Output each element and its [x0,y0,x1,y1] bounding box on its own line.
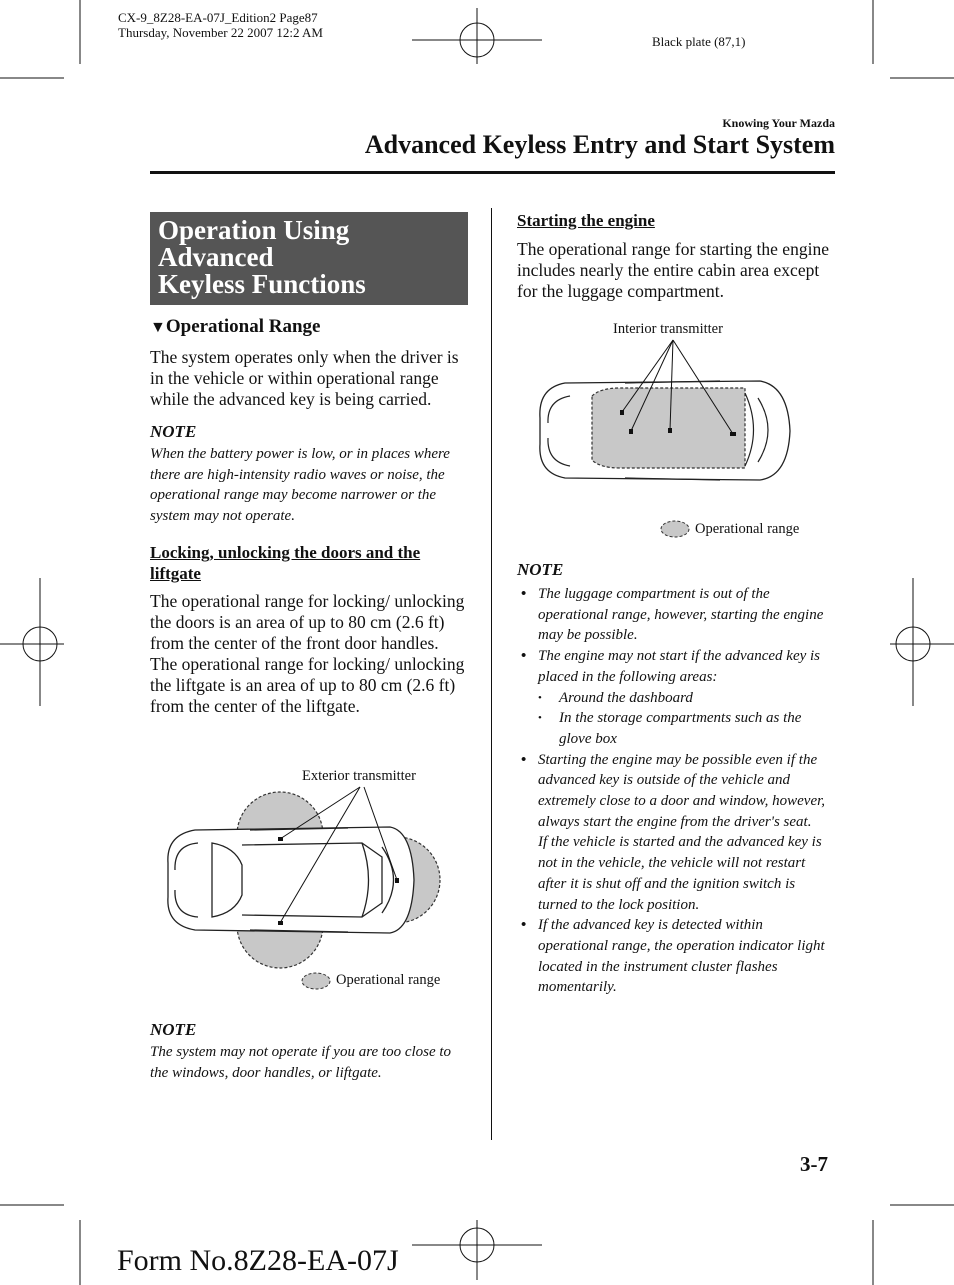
subheading [150,316,468,338]
note-bullets [517,584,835,998]
title-rule [150,171,835,174]
column-divider [491,208,492,1140]
section-heading-line2: Keyless Functions [158,269,366,299]
figure-label-exterior: Exterior transmitter [302,768,416,784]
print-info [118,10,323,40]
section-heading-line1: Operation Using Advanced [158,215,350,272]
figure-legend-left: Operational range [336,972,441,988]
section-heading [150,212,468,305]
interior-range-figure [530,338,830,543]
note-text: When the battery power is low, or in places where there are high-intensity radio waves or noise, the operational range may become narrower or the system may not operate. [150,446,450,525]
note-bullet-2-text: The engine may not start if the advanced key is placed in the following areas: [538,648,821,685]
note-bullet-3-part-b: If the vehicle is started and the advanced key is not in the vehicle, the vehicle will not restart after it is shut off and the ignition switch is turned to the lock position. [538,834,822,913]
right-note [517,548,835,998]
print-info-line2: Thursday, November 22 2007 12:2 AM [118,25,323,40]
locking-paragraph-2: The operational range for locking/ unlocking the liftgate is an area of up to 80 cm (2.6 ft) from the center of the liftgate. [150,653,465,716]
note-heading: NOTE [150,1020,197,1039]
figure-label-interior: Interior transmitter [613,321,723,337]
car-top-view [168,827,414,933]
figure-legend-right: Operational range [695,521,800,537]
form-number: Form No.8Z28-EA-07J [117,1244,399,1277]
legend-swatch [661,521,689,537]
note-text: The system may not operate if you are too close to the windows, door handles, or liftgate. [150,1044,452,1081]
left-column [150,212,468,717]
legend-swatch [302,973,330,989]
locking-heading: Locking, unlocking the doors and the liftgate [150,542,421,583]
subheading-text: Operational Range [165,316,321,337]
locking-paragraph-1: The operational range for locking/ unlocking the doors is an area of up to 80 cm (2.6 ft) from the center of the front door handles. [150,590,465,653]
note-bullet-3 [517,750,835,916]
left-note-2 [150,1008,468,1083]
note-sub-list [538,688,835,750]
note-sub-item-2: • In the storage compartments such as the glove box [538,708,835,749]
section-label: Knowing Your Mazda [722,116,835,130]
note-heading: NOTE [150,422,197,441]
print-info-line1: CX-9_8Z28-EA-07J_Edition2 Page87 [118,10,318,25]
note-bullet-4: • If the advanced key is detected within operational range, the operation indicator light located in the instrument cluster flashes momentarily. [517,915,835,998]
note-bullet-3-part-a: • Starting the engine may be possible even if the advanced key is outside of the vehicle and extremely close to a door and window, however, always start the engine from the driver's seat. [538,751,826,830]
plate-info: Black plate (87,1) [652,34,746,49]
intro-paragraph: The system operates only when the driver is in the vehicle or within operational range while the advanced key is being carried. [150,347,459,409]
triangle-down-icon: ▼ [150,319,166,336]
right-column [517,210,835,302]
note-bullet-2 [517,646,835,750]
engine-heading: Starting the engine [517,211,655,230]
note-sub-item-1: • Around the dashboard [538,688,835,709]
engine-paragraph: The operational range for starting the engine includes nearly the entire cabin area except for the luggage compartment. [517,239,829,301]
page-title: Advanced Keyless Entry and Start System [364,130,835,159]
page-number: 3-7 [800,1152,828,1176]
note-heading: NOTE [517,560,564,579]
note-bullet-1: • The luggage compartment is out of the operational range, however, starting the engine may be possible. [517,584,835,646]
